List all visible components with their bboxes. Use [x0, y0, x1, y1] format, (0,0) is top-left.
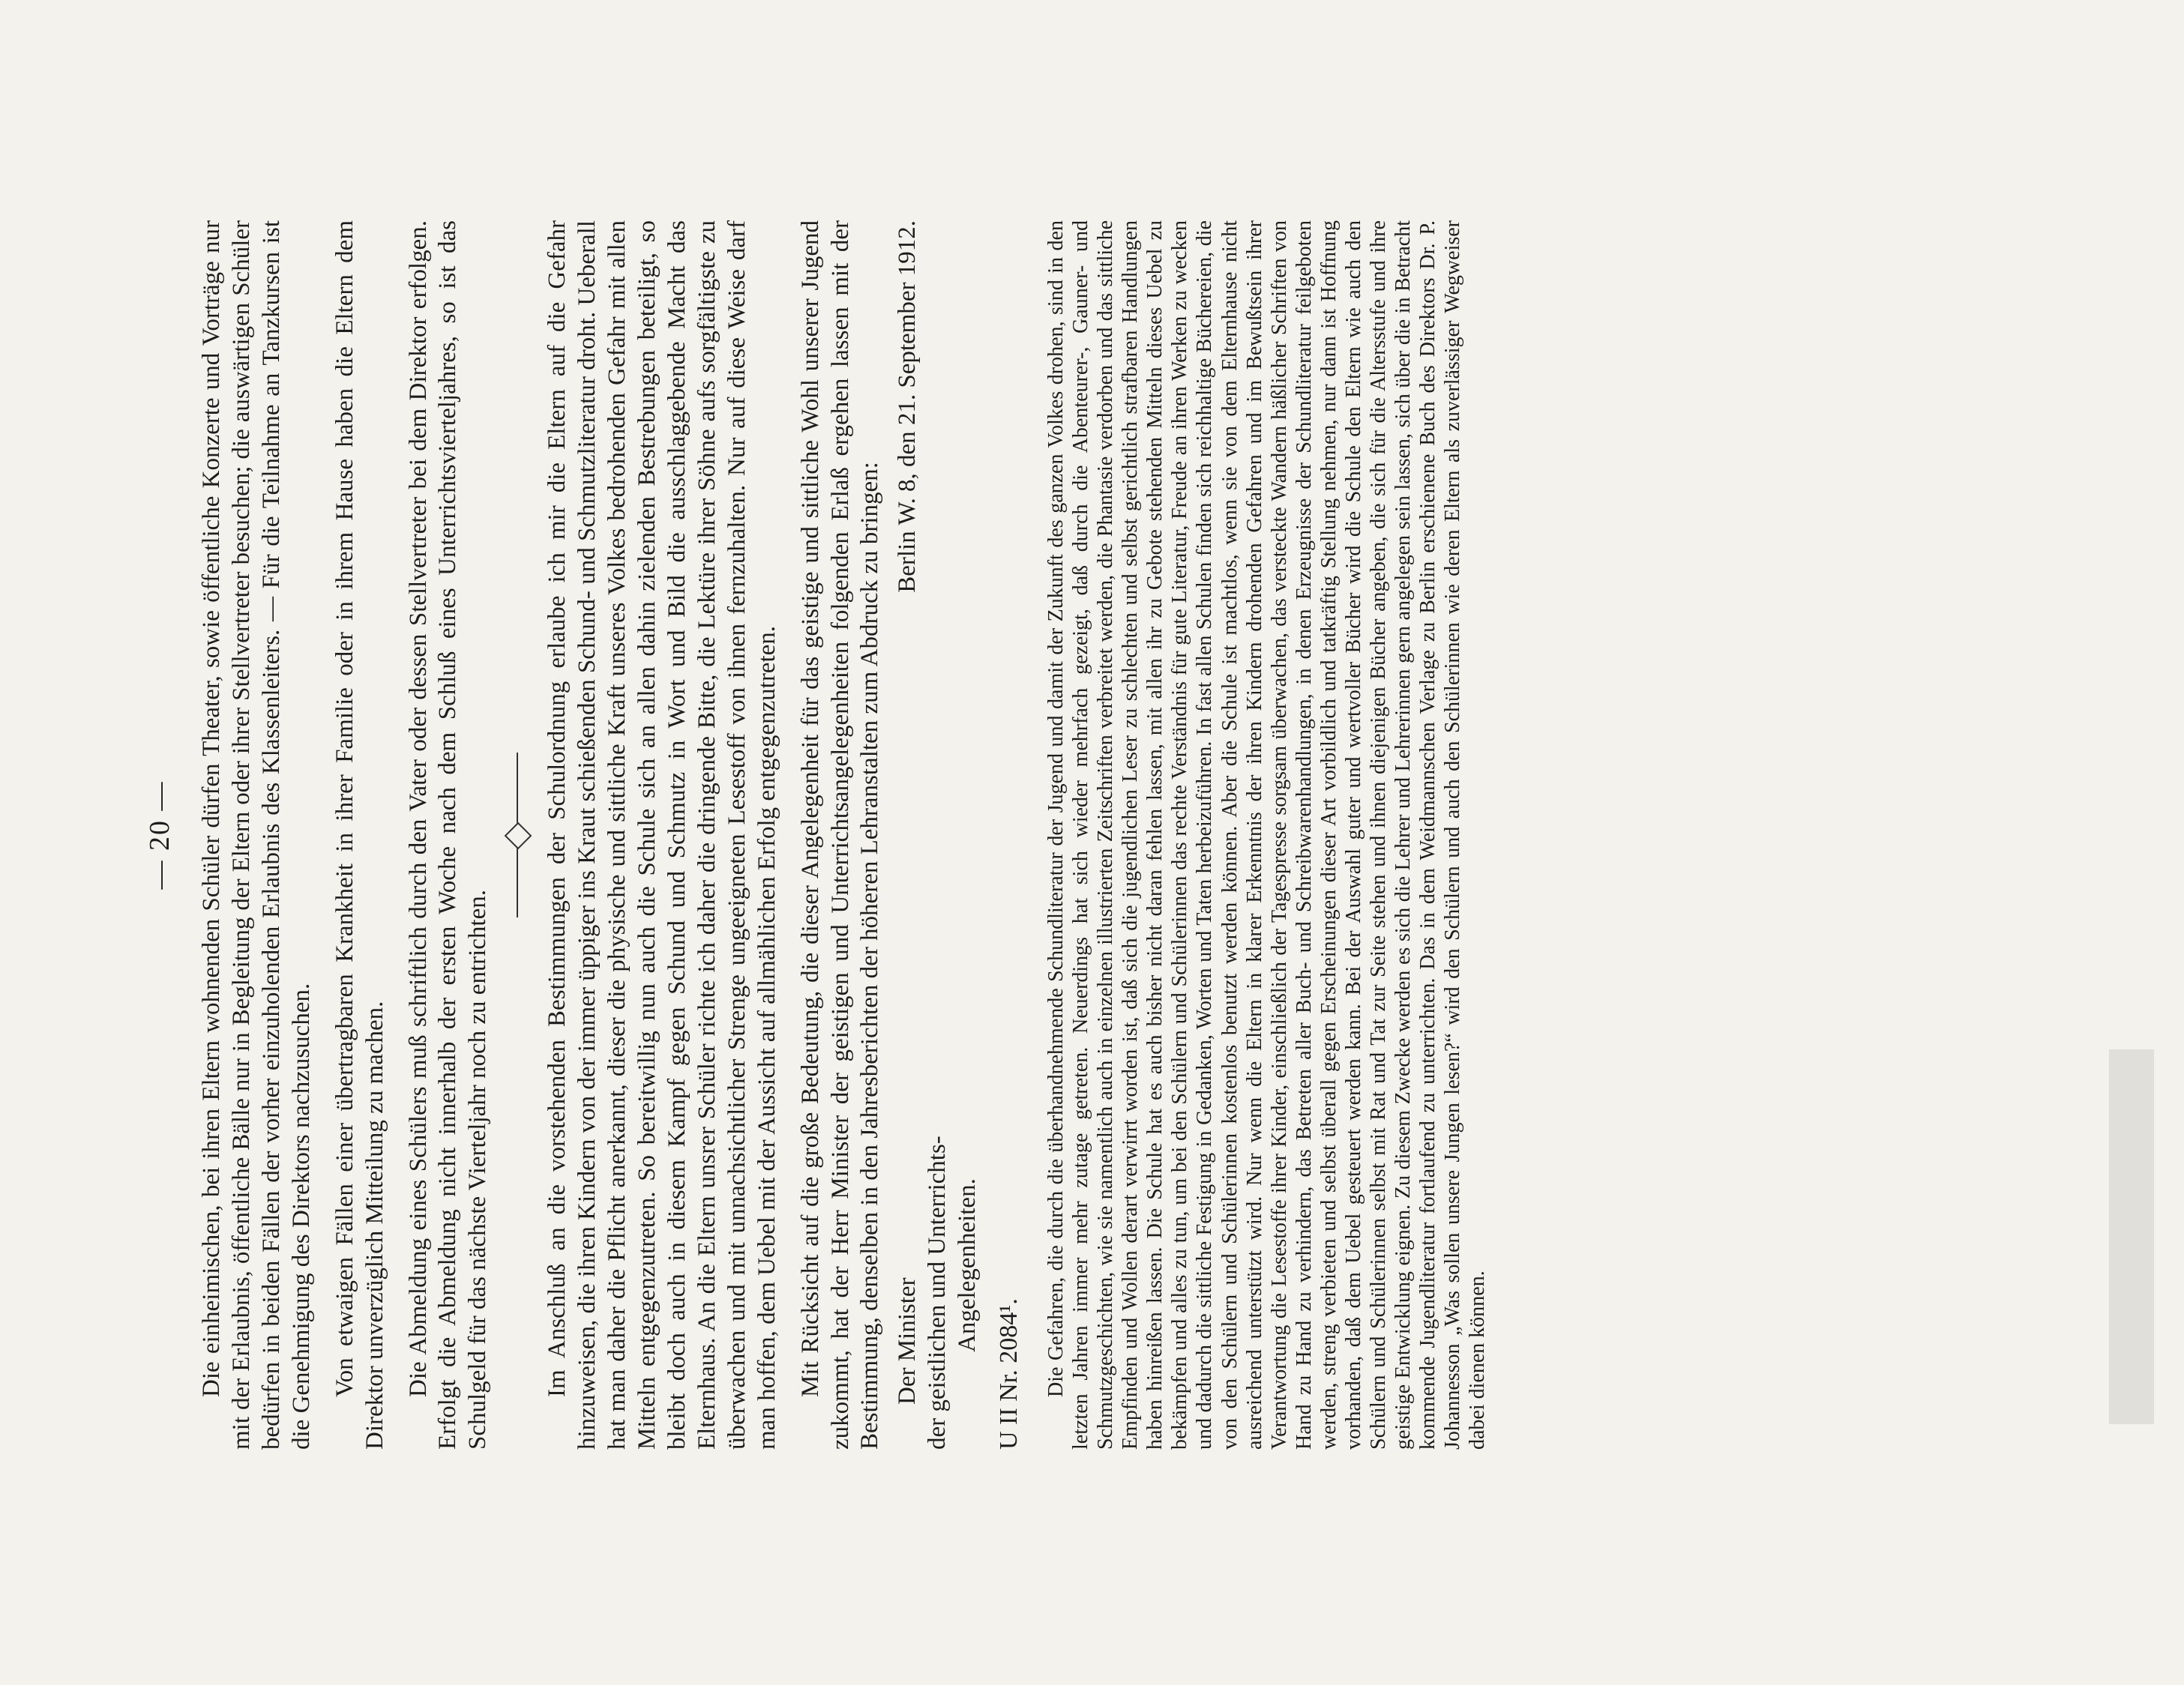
decree-signature-block [893, 220, 983, 1450]
decree-reference-number: U II Nr. 2084¹. [995, 1298, 1023, 1450]
signature-line-1: Der Minister [894, 1277, 921, 1405]
signature-line-3: Angelegenheiten. [954, 1178, 981, 1352]
section-divider-ornament [510, 753, 525, 917]
document-sheet [98, 85, 2085, 1600]
paragraph-schundliteratur-warning: Im Anschluß an die vorstehenden Bestimmungen der Schulordnung erlaube ich mir die Eltern auf die Gefahr hinzuweisen, die ihren Kindern von der immer üppiger ins Kraut schießenden Schund- und Schmutzliteratur droht. Ueberall hat man daher die Pflicht anerkannt, dieser die physische und sittliche Kraft unseres Volkes bedrohenden Gefahr mit allen Mitteln entgegenzutreten. So bereitwillig nun auch die Schule sich an allen dahin zielenden Bestrebungen beteiligt, so bleibt doch auch in diesem Kampf gegen Schund und Schmutz in Wort und Bild die ausschlaggebende Macht das Elternhaus. An die Eltern unsrer Schüler richte ich daher die dringende Bitte, die Lektüre ihrer Söhne aufs sorgfältigste zu überwachen und mit unnachsichtlicher Strenge ungeeigneten Lesestoff von ihnen fernzuhalten. Nur auf diese Weise darf man hoffen, dem Uebel mit der Aussicht auf allmählichen Erfolg entgegenzutreten. [544, 220, 780, 1450]
paragraph-decree-body: Die Gefahren, die durch die überhandnehmende Schundliteratur der Jugend und damit der Zukunft des ganzen Volkes drohen, sind in den letzten Jahren immer mehr zutage getreten. Neuerdings hat sich wieder mehrfach gezeigt, daß durch die Abenteurer-, Gauner- und Schmutzgeschichten, wie sie namentlich auch in einzelnen illustrierten Zeitschriften verbreitet werden, die Phantasie verdorben und das sittliche Empfinden und Wollen derart verwirrt worden ist, daß sich die jugendlichen Leser zu schlechten und selbst gerichtlich strafbaren Handlungen haben hinreißen lassen. Die Schule hat es auch bisher nicht daran fehlen lassen, mit allen ihr zu Gebote stehenden Mitteln dieses Uebel zu bekämpfen und alles zu tun, um bei den Schülern und Schülerinnen das rechte Verständnis für gute Literatur, Freude an ihren Werken zu wecken und dadurch die sittliche Festigung in Gedanken, Worten und Taten herbeizuführen. In fast allen Schulen finden sich reichhaltige Büchereien, die von den Schülern und Schülerinnen kostenlos benutzt werden können. Aber die Schule ist machtlos, wenn sie von dem Elternhause nicht ausreichend unterstützt wird. Nur wenn die Eltern in klarer Erkenntnis der ihren Kindern drohenden Gefahren und im Bewußtsein ihrer Verantwortung die Lesestoffe ihrer Kinder, einschließlich der Tagespresse sorgsam überwachen, das versteckte Wandern häßlicher Schriften von Hand zu Hand zu verhindern, das Betreten aller Buch- und Schreibwarenhandlungen, in denen Erzeugnisse der Schundliteratur feilgeboten werden, streng verbieten und selbst überall gegen Erscheinungen dieser Art vorbildlich und tatkräftig Stellung nehmen, nur dann ist Hoffnung vorhanden, daß dem Uebel gesteuert werden kann. Bei der Auswahl guter und wertvoller Bücher wird die Schule den Eltern wie auch den Schülern und Schülerinnen selbst mit Rat und Tat zur Seite stehen und ihnen diejenigen Bücher angeben, die sich für die Altersstufe und ihre geistige Entwicklung eignen. Zu diesem Zwecke werden es sich die Lehrer und Lehrerinnen gern angelegen sein lassen, sich über die in Betracht kommende Jugendliteratur fortlaufend zu unterrichten. Das in dem Weidmannschen Verlage zu Berlin erschienene Buch des Direktors Dr. P. Johannesson „Was sollen unsere Jungen lesen?“ wird den Schülern und auch den Schülerinnen wie deren Eltern als zuverlässiger Wegweiser dabei dienen können. [1044, 220, 1489, 1450]
page-number: — 20 — [144, 780, 175, 890]
signature-authority [893, 896, 983, 1450]
bleed-through-shadow [2109, 1049, 2154, 1424]
signature-place-date: Berlin W. 8, den 21. September 1912. [894, 220, 921, 593]
paragraph-illness-notice: Von etwaigen Fällen einer übertragbaren Krankheit in ihrer Familie oder in ihrem Hause haben die Eltern dem Direktor unverzüglich Mitteilung zu machen. [331, 220, 388, 1450]
paragraph-theater-rules: Die einheimischen, bei ihren Eltern wohnenden Schüler dürfen Theater, sowie öffentliche Konzerte und Vorträge nur mit der Erlaubnis, öffentliche Bälle nur in Begleitung der Eltern oder ihrer Stellvertreter besuchen; die auswärtigen Schüler bedürfen in beiden Fällen der vorher einzuholenden Erlaubnis des Klassenleiters. — Für die Teilnahme an Tanzkursen ist die Genehmigung des Direktors nachzusuchen. [197, 220, 315, 1450]
paragraph-deregistration: Die Abmeldung eines Schülers muß schriftlich durch den Vater oder dessen Stellvertreter bei dem Direktor erfolgen. Erfolgt die Abmeldung nicht innerhalb der ersten Woche nach dem Schluß eines Unterrichtsvierteljahres, so ist das Schulgeld für das nächste Vierteljahr noch zu entrichten. [404, 220, 492, 1450]
decree-text [1044, 220, 1490, 1450]
signature-line-2: der geistlichen und Unterrichts- [924, 1136, 951, 1450]
paragraph-minister-decree-intro: Mit Rücksicht auf die große Bedeutung, die dieser Angelegenheit für das geistige und sittliche Wohl unserer Jugend zukommt, hat der Herr Minister der geistigen und Unterrichtsangelegenheiten folgenden Erlaß ergehen lassen mit der Bestimmung, denselben in den Jahresberichten der höheren Lehranstalten zum Abdruck zu bringen: [796, 220, 884, 1450]
